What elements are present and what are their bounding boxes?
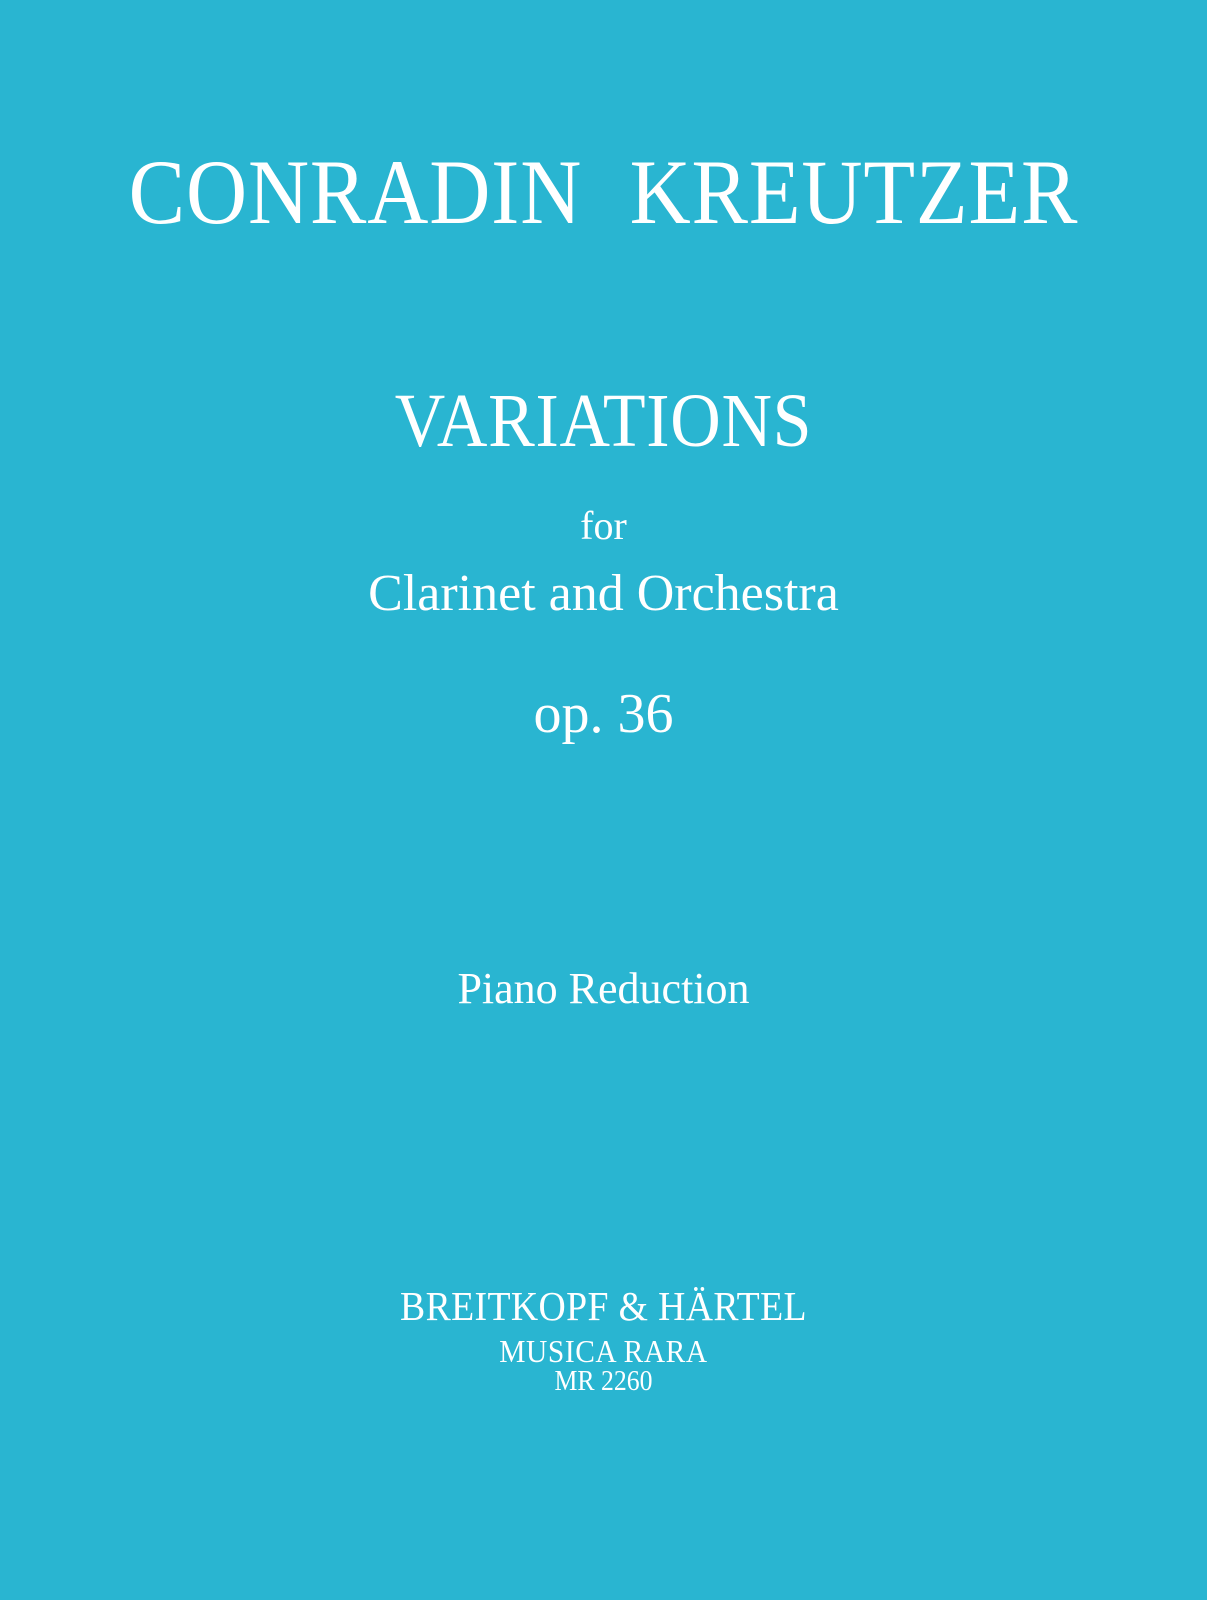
imprint-name: MUSICA RARA: [499, 1333, 708, 1369]
opus-number: op. 36: [533, 683, 674, 745]
catalog-number: MR 2260: [554, 1366, 653, 1397]
work-title: VARIATIONS: [394, 379, 813, 463]
edition-label: Piano Reduction: [457, 964, 750, 1013]
publisher-name: BREITKOPF & HÄRTEL: [400, 1283, 807, 1329]
composer-name: CONRADIN KREUTZER: [128, 141, 1079, 243]
for-word: for: [580, 503, 627, 548]
instrumentation-line: Clarinet and Orchestra: [368, 565, 839, 622]
